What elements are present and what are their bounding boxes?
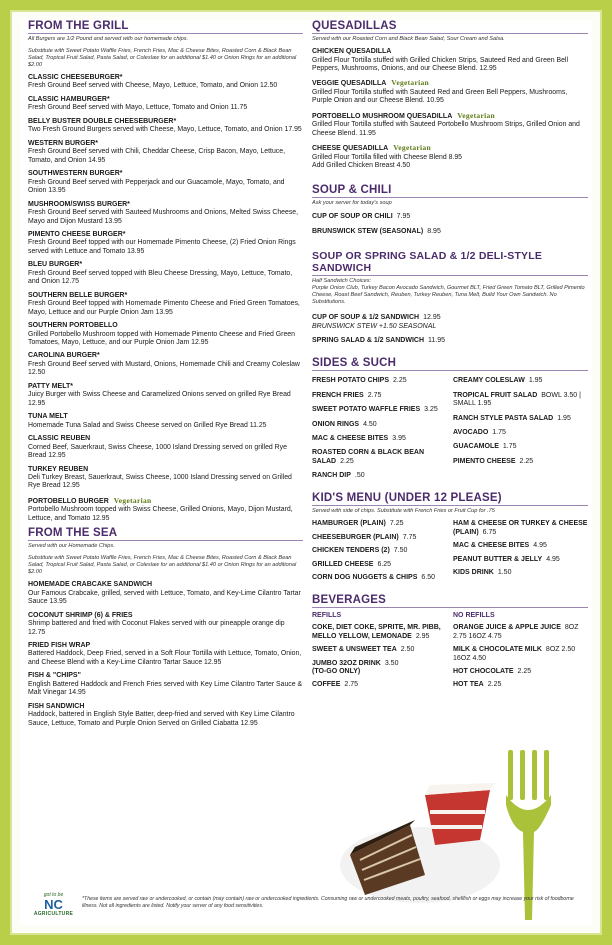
item-name: CHEESE QUESADILLA — [312, 145, 389, 153]
combo-note: Half Sandwich Choices: Purple Onion Club, Turkey Bacon Avocado Sandwich, Gourmet BLT, Fried Green Tomato BLT, Grilled Pimento Cheese, Roast Beef Sandwich, Reuben, Turkey Reuben, Tuna Melt, Build Your Own Sandwich. No Substitutions. — [312, 278, 585, 306]
item-name: PIMENTO CHEESE — [453, 457, 516, 465]
menu-item — [312, 143, 588, 170]
item-name: HOT CHOCOLATE — [453, 667, 514, 675]
refills-list — [312, 624, 447, 689]
item-description: Portobello Mushroom topped with Swiss Cheese, Grilled Onions, Mayo, Dijon Mustard, Lettuce, and Tomato 12.95 — [28, 506, 293, 522]
grill-list — [28, 74, 303, 523]
sea-note: Served with our Homemade Chips. — [28, 543, 115, 550]
sea-list — [28, 581, 303, 728]
sea-title: FROM THE SEA — [28, 527, 303, 541]
price-item — [312, 392, 447, 400]
item-price: 3.95 — [392, 434, 406, 442]
item-price: 12.95 — [423, 314, 441, 322]
item-name: CHEESEBURGER (PLAIN) — [312, 533, 399, 541]
soup-note: Ask your server for today's soup — [312, 200, 392, 207]
item-description: Fresh Ground Beef served with Mayo, Lettuce, Tomato and Onion 11.75 — [28, 104, 248, 112]
item-name: TUNA MELT — [28, 413, 68, 421]
sides-left — [312, 371, 447, 480]
item-price: 6.75 — [482, 528, 497, 536]
item-name: ROASTED CORN & BLACK BEAN SALAD — [312, 449, 424, 465]
item-name: FRIED FISH WRAP — [28, 641, 91, 649]
menu-item — [28, 96, 303, 113]
item-sub: BRUNSWICK STEW +1.50 SEASONAL — [312, 322, 437, 330]
menu-item — [28, 672, 303, 697]
menu-item — [28, 581, 303, 606]
menu-item — [28, 292, 303, 317]
price-item — [312, 681, 447, 689]
right-column — [312, 20, 588, 690]
menu-item — [28, 466, 303, 491]
item-description: Battered Haddock, Deep Fried, served in a Soft Flour Tortilla with Lettuce, Tomato, Onion, and Cheese Blend with a Key-Lime Cilantro Tartar Sauce 12.95 — [28, 650, 302, 666]
item-name: RANCH STYLE PASTA SALAD — [453, 414, 554, 422]
item-name: CREAMY COLESLAW — [453, 377, 525, 385]
item-name: GRILLED CHEESE — [312, 560, 374, 568]
item-name: SWEET POTATO WAFFLE FRIES — [312, 406, 421, 414]
menu-item — [312, 78, 588, 105]
item-description: Shrimp battered and fried with Coconut Flakes served with our pineapple orange dip 12.75 — [28, 620, 285, 636]
item-name: FISH & "CHIPS" — [28, 672, 81, 680]
item-description: Homemade Tuna Salad and Swiss Cheese served on Grilled Rye Bread 11.25 — [28, 421, 267, 429]
item-description: Juicy Burger with Swiss Cheese and Caramelized Onions served on grilled Rye Bread 12.95 — [28, 391, 291, 407]
combo-list — [312, 314, 588, 345]
norefills-list — [453, 624, 588, 689]
combo-title: SOUP OR SPRING SALAD & 1/2 DELI-STYLE SANDWICH — [312, 250, 588, 276]
item-description: Grilled Flour Tortilla filled with Cheese Blend 8.95 — [312, 153, 463, 161]
sides-title: SIDES & SUCH — [312, 357, 588, 371]
item-name: COKE, DIET COKE, SPRITE, MR. PIBB, MELLO YELLOW, LEMONADE — [312, 624, 441, 640]
item-name: SOUTHERN PORTOBELLO — [28, 322, 118, 330]
item-name: CUP OF SOUP OR CHILI — [312, 213, 393, 221]
price-item — [453, 681, 588, 689]
refills-label: REFILLS — [312, 612, 342, 620]
menu-item — [28, 74, 303, 91]
item-description: Our Famous Crabcake, grilled, served with Lettuce, Tomato, and Key-Lime Cilantro Tartar Sauce 13.95 — [28, 589, 301, 606]
item-name: PATTY MELT* — [28, 382, 73, 390]
menu-item — [28, 352, 303, 377]
price-item — [453, 415, 588, 423]
item-name: BELLY BUSTER DOUBLE CHEESEBURGER* — [28, 117, 177, 125]
price-item — [453, 443, 588, 451]
quesadillas-title: QUESADILLAS — [312, 20, 588, 34]
item-description: Grilled Flour Tortilla stuffed with Grilled Chicken Strips, Sauteed Red and Green Bell Peppers, Mushrooms, Onions, and our Cheese Blend. 12.95 — [312, 56, 568, 72]
item-name: MILK & CHOCOLATE MILK — [453, 646, 542, 654]
grill-note: All Burgers are 1/2 Pound and served with our homemade chips. — [28, 36, 189, 42]
norefills-label: NO REFILLS — [453, 612, 495, 620]
menu-item — [28, 496, 303, 523]
item-name: BLEU BURGER* — [28, 261, 83, 269]
item-price: 4.50 — [363, 420, 377, 428]
item-name: ONION RINGS — [312, 420, 360, 428]
price-item — [312, 421, 447, 429]
price-item — [453, 556, 588, 564]
item-price: 2.25 — [487, 681, 502, 689]
item-price: 2.25 — [393, 377, 407, 385]
item-price: 2.75 — [367, 391, 382, 399]
item-price: 7.50 — [393, 547, 408, 555]
item-name: KIDS DRINK — [453, 569, 494, 577]
menu-item — [28, 322, 303, 347]
item-name: BRUNSWICK STEW (SEASONAL) — [312, 227, 424, 235]
item-name: GUACAMOLE — [453, 443, 499, 451]
item-description: Fresh Ground Beef served with Cheese, Mayo, Lettuce, Tomato, and Onion 12.50 — [28, 82, 278, 90]
menu-item — [28, 435, 303, 460]
item-description: Haddock, battered in English Style Batter, deep-fried and served with Key Lime Cilantro Sauce, Lettuce, Tomato and Purple Onion Served on Grilled Ciabatta 12.95 — [28, 711, 295, 727]
price-item — [453, 429, 588, 437]
item-name: MAC & CHEESE BITES — [453, 542, 530, 550]
item-description: English Battered Haddock and French Fries served with Key Lime Cilantro Tarter Sauce & Malt Vinegar 14.95 — [28, 680, 303, 697]
price-item — [453, 668, 588, 676]
item-name: FISH SANDWICH — [28, 702, 85, 710]
price-item — [312, 547, 447, 555]
item-price: 6.25 — [377, 560, 392, 568]
price-item — [453, 458, 588, 466]
beverages-left — [312, 608, 447, 689]
kids-note: Served with side of chips. Substitute with French Fries or Fruit Cup for .75 — [312, 508, 495, 515]
price-item — [312, 561, 447, 569]
price-item — [312, 574, 447, 582]
item-description: Grilled Flour Tortilla stuffed with Sauteed Red and Green Bell Peppers, Mushrooms, Purple Onion and our Cheese Blend. 10.95 — [312, 88, 568, 105]
price-item — [312, 449, 447, 466]
item-price: 2.95 — [415, 632, 430, 640]
item-description: Fresh Ground Beef topped with Homemade Pimento Cheese and Fried Green Tomatoes, Mayo, Lettuce and our Purple Onion Jam 13.95 — [28, 300, 300, 316]
item-price: 2.75 — [344, 681, 359, 689]
menu-item — [312, 111, 588, 138]
menu-item — [28, 642, 303, 667]
item-name: CLASSIC CHEESEBURGER* — [28, 73, 123, 81]
item-name: CORN DOG NUGGETS & CHIPS — [312, 574, 418, 582]
item-description: Corned Beef, Sauerkraut, Swiss Cheese, 1000 Island Dressing served on grilled Rye Bread 12.95 — [28, 443, 287, 460]
price-item — [312, 377, 447, 385]
soup-list — [312, 213, 588, 236]
item-name: FRENCH FRIES — [312, 391, 364, 399]
price-item — [312, 406, 447, 414]
item-name: JUMBO 32OZ DRINK — [312, 659, 381, 667]
price-item — [312, 472, 447, 480]
item-description: Fresh Ground Beef served with Pepperjack and our Guacamole, Mayo, Tomato, and Onion 13.95 — [28, 178, 285, 195]
item-name: PIMENTO CHEESE BURGER* — [28, 230, 126, 238]
item-description: Fresh Ground Beef topped with our Homemade Pimento Cheese, (2) Fried Onion Rings served with Lettuce and Tomato 13.95 — [28, 239, 296, 255]
menu-item — [28, 413, 303, 430]
item-sub: (TO-GO ONLY) — [312, 667, 361, 675]
dessert-photo — [330, 765, 500, 915]
kids-left — [312, 515, 447, 582]
fork-illustration — [490, 750, 570, 920]
item-description: Fresh Ground Beef served topped with Bleu Cheese Dressing, Mayo, Lettuce, Tomato, and Onion 12.75 — [28, 269, 293, 286]
menu-page — [20, 20, 592, 925]
price-item — [453, 624, 588, 641]
price-item — [453, 646, 588, 663]
item-price: 4.95 — [546, 555, 560, 563]
price-item — [453, 542, 588, 550]
disclaimer: *These items are served raw or undercooked, or contain (may contain) raw or undercooked ingredients. Consuming raw or undercooked meats, poultry, seafood, shellfish or eggs may increase your risk of foodborne illness. Not all ingredients are listed. Notify your server of any food sensitivities. — [82, 896, 574, 909]
item-name: SWEET & UNSWEET TEA — [312, 646, 397, 654]
grill-title: FROM THE GRILL — [28, 20, 303, 34]
item-price: 2.25 — [519, 457, 534, 465]
item-price: 6.50 — [421, 574, 436, 582]
item-name: HOMEMADE CRABCAKE SANDWICH — [28, 581, 153, 589]
left-column — [28, 20, 303, 728]
vegetarian-tag: Vegetarian — [391, 78, 430, 88]
logo-mid-text: NC — [44, 897, 63, 912]
price-item — [453, 569, 588, 577]
kids-right — [453, 515, 588, 582]
price-item — [312, 534, 447, 542]
item-description: Two Fresh Ground Burgers served with Cheese, Mayo, Lettuce, Tomato, and Onion 17.95 — [28, 126, 302, 134]
item-name: PEANUT BUTTER & JELLY — [453, 555, 543, 563]
item-name: HAM & CHEESE OR TURKEY & CHEESE (PLAIN) — [453, 520, 588, 536]
price-item — [453, 392, 588, 409]
vegetarian-tag: Vegetarian — [457, 110, 495, 120]
menu-item — [28, 170, 303, 195]
grill-substitute-note: Substitute with Sweet Potato Waffle Fries, French Fries, Mac & Cheese Bites, Roasted Corn & Black Bean Salad, Tropical Fruit Salad, Pasta Salad, or Coleslaw for an additional $1.40 or Onion Rings for an additional $2.00 — [28, 47, 297, 68]
item-name: CUP OF SOUP & 1/2 SANDWICH — [312, 314, 420, 322]
item-name: MUSHROOM/SWISS BURGER* — [28, 200, 130, 208]
item-price: 2.25 — [340, 457, 354, 465]
beverages-grid — [312, 608, 588, 689]
item-name: SOUTHWESTERN BURGER* — [28, 170, 123, 178]
item-name: MAC & CHEESE BITES — [312, 434, 389, 442]
beverages-right — [453, 608, 588, 689]
menu-item — [28, 703, 303, 728]
quesadillas-note: Served with our Roasted Corn and Black Bean Salad, Sour Cream and Salsa. — [312, 36, 505, 42]
item-name: PORTOBELLO BURGER — [28, 497, 109, 505]
menu-item — [312, 48, 588, 73]
item-description: Fresh Ground Beef served with Chili, Cheddar Cheese, Crisp Bacon, Mayo, Lettuce, Tomato, and Onion 14.95 — [28, 148, 285, 164]
item-price: 7.25 — [389, 520, 404, 528]
item-price: .50 — [354, 472, 365, 480]
menu-item — [28, 118, 303, 135]
price-item — [453, 377, 588, 385]
item-price: 7.95 — [396, 213, 411, 221]
item-price: 1.75 — [502, 443, 517, 451]
item-description: Grilled Portobello Mushroom topped with Homemade Pimento Cheese and Fried Green Tomatoes, Mayo, Lettuce, and our Purple Onion Jam 12.95 — [28, 330, 295, 346]
item-price: 1.95 — [528, 377, 543, 385]
menu-item — [28, 140, 303, 165]
item-name: CLASSIC HAMBURGER* — [28, 95, 110, 103]
item-name: AVOCADO — [453, 428, 489, 436]
vegetarian-tag: Vegetarian — [113, 495, 152, 505]
item-name: CHICKEN QUESADILLA — [312, 47, 392, 55]
item-price: 4.95 — [533, 542, 547, 550]
nc-agriculture-logo — [26, 892, 81, 920]
kids-grid — [312, 515, 588, 582]
beverages-title: BEVERAGES — [312, 594, 588, 608]
sides-right — [453, 371, 588, 480]
sea-substitute-note: Substitute with Sweet Potato Waffle Fries, French Fries, Mac & Cheese Bites, Roasted Corn & Black Bean Salad, Tropical Fruit Salad, Pasta Salad, or Coleslaw for an additional $1.40 or Onion Rings for an additional $2.00 — [28, 555, 297, 576]
logo-top-text: got to be — [43, 892, 64, 898]
item-description: Grilled Flour Tortilla stuffed with Sauteed Portobello Mushroom Strips, Grilled Onion and Cheese Blend. 11.95 — [312, 121, 580, 137]
soup-title: SOUP & CHILI — [312, 184, 588, 198]
quesadillas-list — [312, 48, 588, 171]
item-name: HOT TEA — [453, 681, 484, 689]
item-name: TROPICAL FRUIT SALAD — [453, 391, 538, 399]
item-name: CHICKEN TENDERS (2) — [312, 547, 390, 555]
item-addon: Add Grilled Chicken Breast 4.50 — [312, 162, 411, 170]
price-item — [453, 520, 588, 537]
price-item — [312, 646, 447, 654]
price-item — [312, 660, 447, 677]
menu-item — [28, 612, 303, 637]
item-name: WESTERN BURGER* — [28, 139, 99, 147]
red-velvet-cake-icon — [425, 783, 495, 845]
menu-item — [28, 201, 303, 226]
logo-bottom-text: AGRICULTURE — [33, 911, 74, 917]
kids-title: KID'S MENU (UNDER 12 PLEASE) — [312, 492, 588, 506]
item-name: PORTOBELLO MUSHROOM QUESADILLA — [312, 112, 453, 120]
item-name: SOUTHERN BELLE BURGER* — [28, 291, 128, 299]
item-name: TURKEY REUBEN — [28, 465, 89, 473]
item-name: SPRING SALAD & 1/2 SANDWICH — [312, 336, 425, 344]
item-price: 1.95 — [557, 414, 571, 422]
item-name: CLASSIC REUBEN — [28, 435, 91, 443]
item-price: 7.75 — [402, 533, 417, 541]
item-name: CAROLINA BURGER* — [28, 352, 100, 360]
vegetarian-tag: Vegetarian — [393, 143, 431, 153]
price-item — [312, 314, 588, 331]
item-name: FRESH POTATO CHIPS — [312, 377, 390, 385]
item-price: 2.50 — [400, 646, 415, 654]
price-item — [312, 624, 447, 641]
item-name: ORANGE JUICE & APPLE JUICE — [453, 624, 561, 632]
sides-grid — [312, 371, 588, 480]
price-item — [312, 337, 588, 345]
item-description: Deli Turkey Breast, Sauerkraut, Swiss Cheese, 1000 Island Dressing served on Grilled Rye Bread 12.95 — [28, 474, 292, 490]
item-price: 11.95 — [428, 336, 446, 344]
price-item — [312, 435, 447, 443]
item-price: 8OZ 2.75 16OZ 4.75 — [453, 624, 579, 640]
item-price: BOWL 3.50 | SMALL 1.95 — [453, 391, 581, 408]
item-name: COCONUT SHRIMP (6) & FRIES — [28, 611, 133, 619]
item-price: 1.50 — [497, 569, 512, 577]
item-name: VEGGIE QUESADILLA — [312, 80, 387, 88]
item-price: 3.25 — [424, 406, 438, 414]
item-price: 8.95 — [427, 227, 441, 235]
item-description: Fresh Ground Beef served with Sauteed Mushrooms and Onions, Melted Swiss Cheese, Mayo and Dijon Mustard 13.95 — [28, 209, 299, 225]
price-item — [312, 213, 588, 221]
item-price: 8OZ 2.50 16OZ 4.50 — [453, 646, 576, 662]
price-item — [312, 520, 447, 528]
item-price: 3.50 — [384, 659, 399, 667]
item-name: RANCH DIP — [312, 472, 351, 480]
item-description: Fresh Ground Beef served with Mustard, Onions, Homemade Chili and Creamy Coleslaw 12.50 — [28, 360, 300, 377]
menu-item — [28, 383, 303, 408]
menu-item — [28, 261, 303, 286]
item-price: 2.25 — [517, 667, 532, 675]
item-name: HAMBURGER (PLAIN) — [312, 520, 386, 528]
item-name: COFFEE — [312, 681, 341, 689]
item-price: 1.75 — [492, 428, 506, 436]
menu-item — [28, 231, 303, 256]
price-item — [312, 228, 588, 236]
